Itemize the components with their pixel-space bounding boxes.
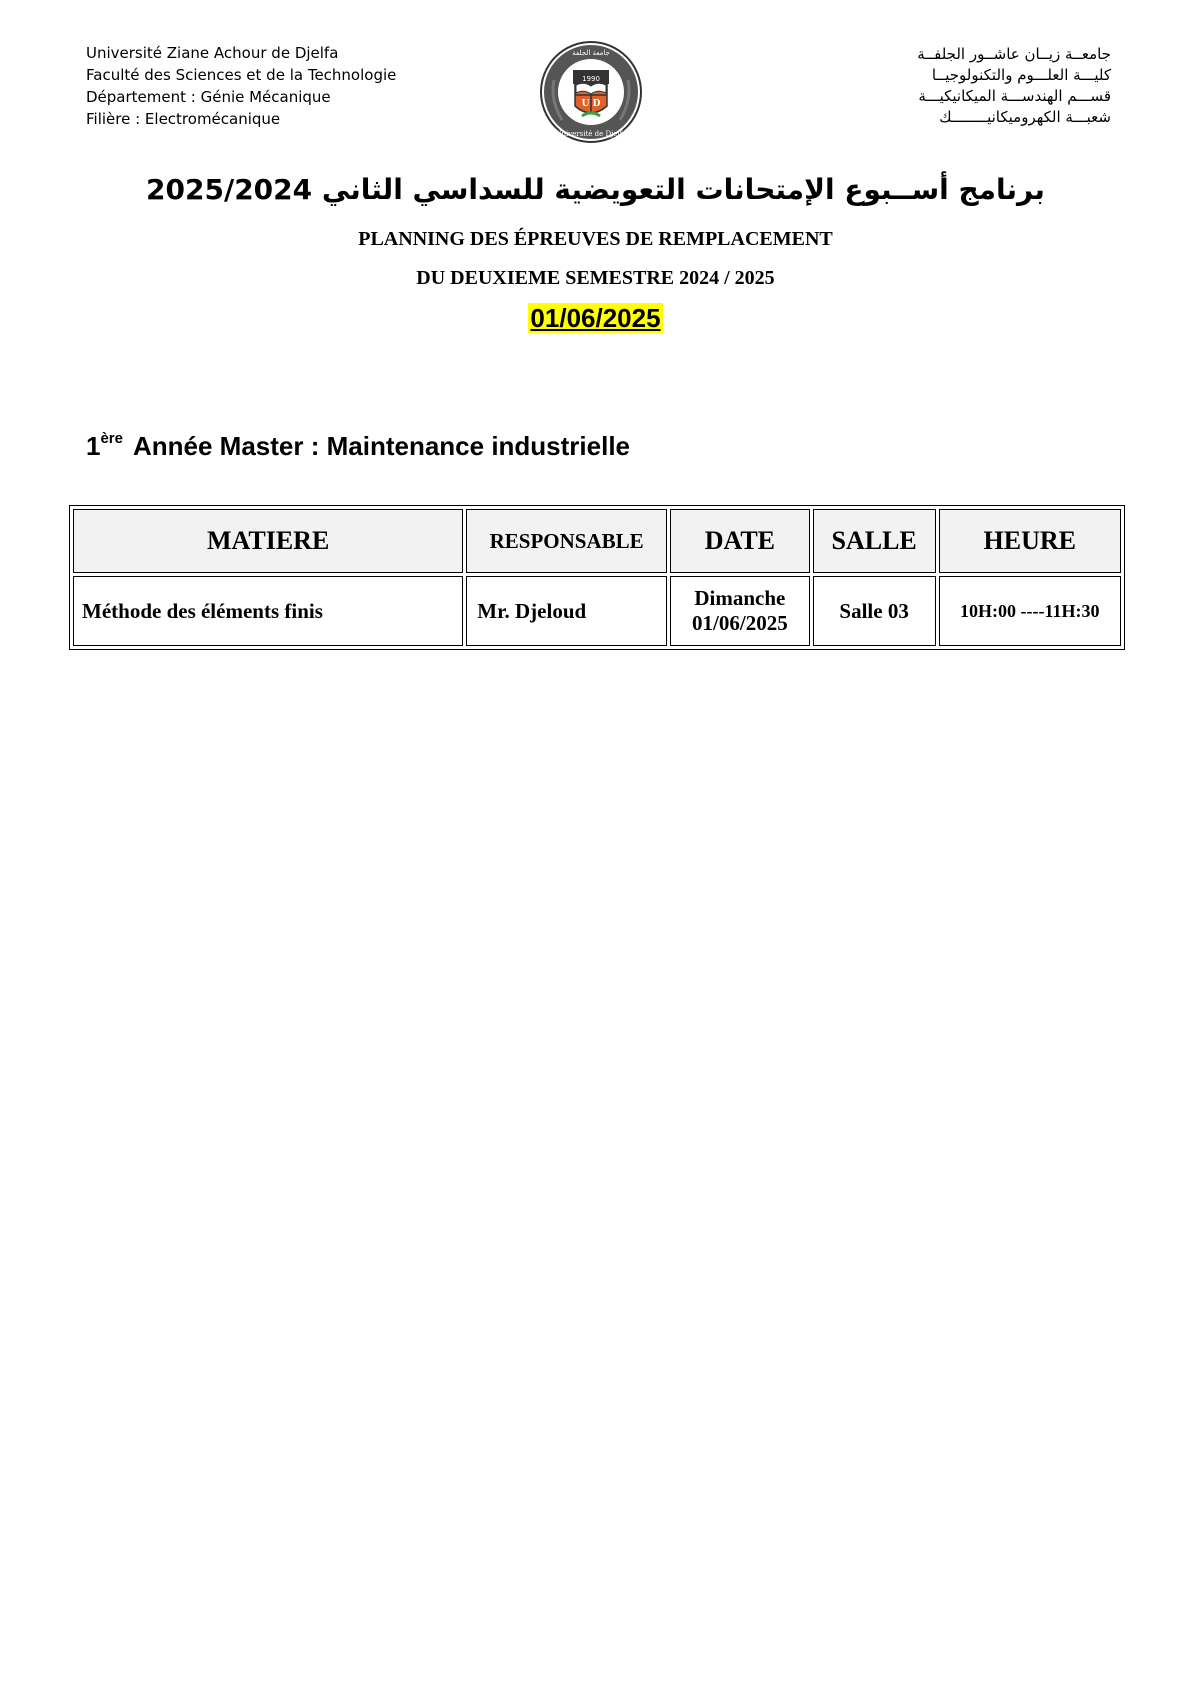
section-superscript: ère: [100, 430, 123, 447]
logo-letters: U D: [581, 99, 601, 109]
cell-day: Dimanche: [694, 586, 786, 610]
section-title: [86, 430, 630, 462]
exam-table: [69, 505, 1125, 650]
university-name-fr: Université Ziane Achour de Djelfa: [86, 44, 339, 62]
logo-year: 1990: [582, 75, 600, 83]
header-responsable: RESPONSABLE: [466, 509, 667, 573]
title-arabic: برنامج أســبوع الإمتحانات التعويضية للسداسي الثاني 2025/2024: [146, 173, 1045, 206]
table-row: [73, 576, 1121, 646]
table-header-row: [73, 509, 1121, 573]
faculty-name-ar: كليـــة العلـــوم والتكنولوجيــا: [931, 66, 1111, 84]
cell-responsable: Mr. Djeloud: [466, 576, 667, 646]
header-matiere: MATIERE: [73, 509, 463, 573]
cell-heure: 10H:00 ----11H:30: [939, 576, 1121, 646]
filiere-name-fr: Filière : Electromécanique: [86, 110, 281, 128]
filiere-name-ar: شعبـــة الكهروميكانيــــــــك: [939, 108, 1111, 126]
exam-date: 01/06/2025: [530, 303, 661, 333]
faculty-name-fr: Faculté des Sciences et de la Technologie: [86, 66, 397, 84]
title-french-line2: DU DEUXIEME SEMESTRE 2024 / 2025: [416, 267, 775, 289]
cell-matiere: Méthode des éléments finis: [73, 576, 463, 646]
cell-salle: Salle 03: [813, 576, 936, 646]
cell-date-value: 01/06/2025: [692, 611, 788, 635]
header-salle: SALLE: [813, 509, 936, 573]
department-name-ar: قســـم الهندســـة الميكانيكيـــة: [918, 87, 1111, 105]
university-name-ar: جامعــة زيــان عاشــور الجلفــة: [917, 45, 1111, 63]
header-heure: HEURE: [939, 509, 1121, 573]
header-right: [917, 44, 1111, 128]
section-number: 1: [86, 431, 101, 461]
university-logo: [532, 40, 650, 144]
logo-bottom-text: Université de Djelfa: [555, 130, 627, 138]
cell-date: [670, 576, 810, 646]
logo-top-text: جامعة الجلفة: [572, 49, 610, 57]
department-name-fr: Département : Génie Mécanique: [86, 88, 331, 106]
exam-date-highlight: [0, 303, 1191, 334]
title-french-line1: PLANNING DES ÉPREUVES DE REMPLACEMENT: [358, 228, 833, 250]
header-date: DATE: [670, 509, 810, 573]
header-left: [86, 42, 396, 130]
section-label: Année Master : Maintenance industrielle: [133, 431, 631, 461]
